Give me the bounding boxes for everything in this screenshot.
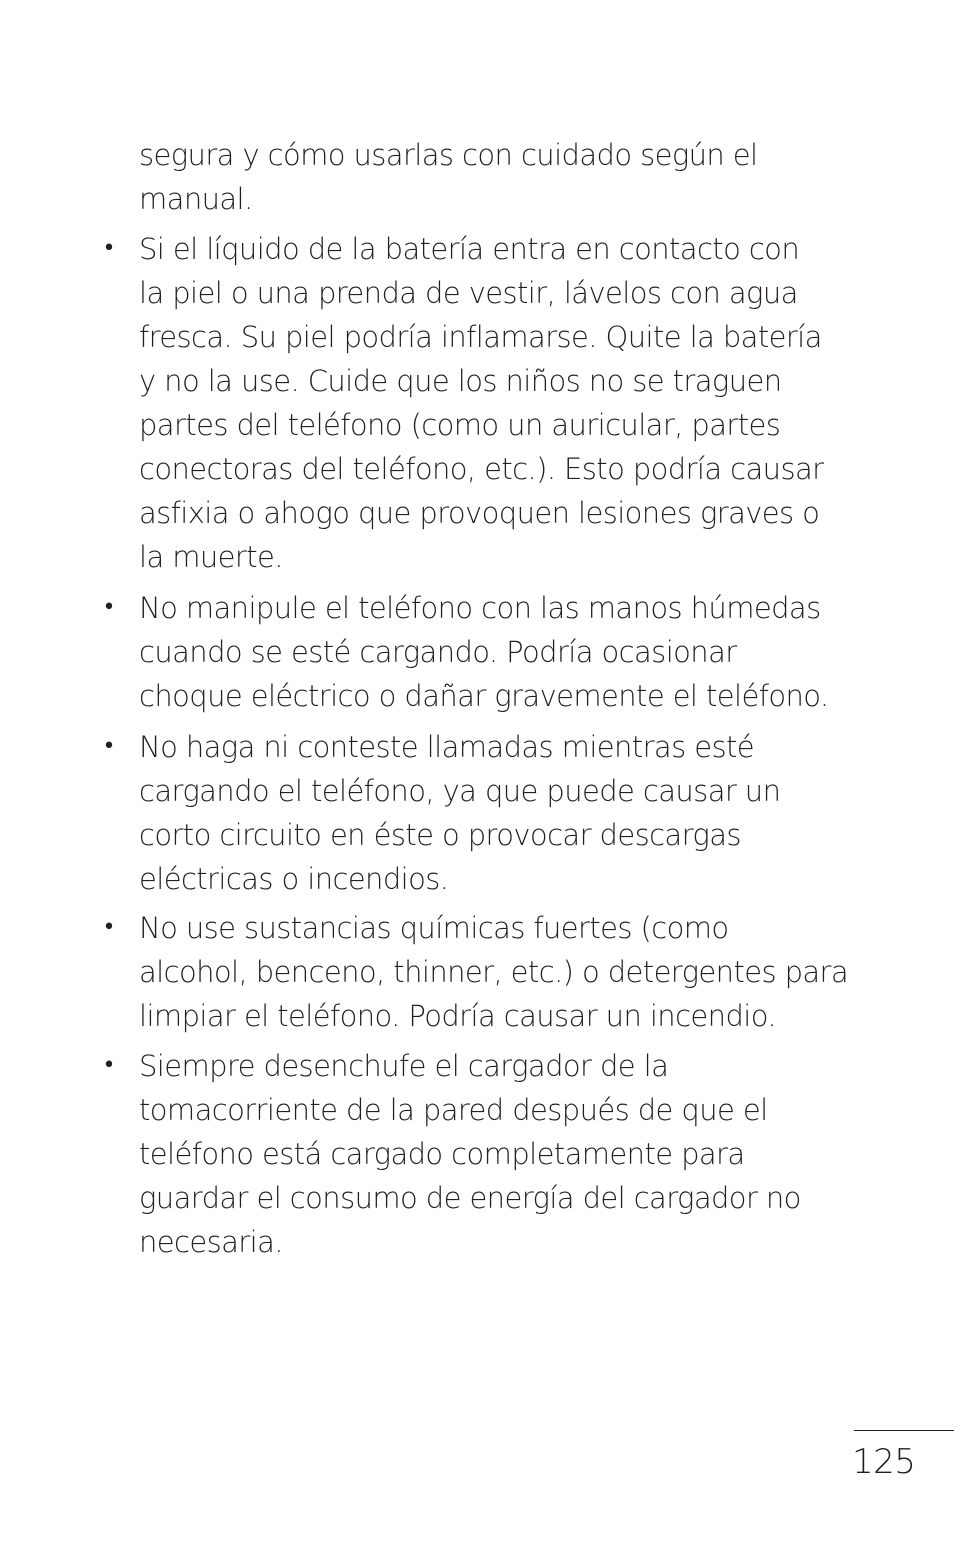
text-line: y no la use. Cuide que los niños no se traguen xyxy=(139,364,782,398)
bullet-icon: • xyxy=(102,236,116,261)
bullet-item-calls-while-charging xyxy=(102,725,919,901)
footer-divider xyxy=(854,1430,954,1431)
text-line: No use sustancias químicas fuertes (como xyxy=(139,911,729,945)
text-line: necesaria. xyxy=(139,1225,283,1259)
text-line: alcohol, benceno, thinner, etc.) o detergentes para xyxy=(139,955,849,989)
bullet-icon: • xyxy=(102,734,116,759)
text-line: eléctricas o incendios. xyxy=(139,862,449,896)
text-line: limpiar el teléfono. Podría causar un incendio. xyxy=(139,999,776,1033)
text-line: No haga ni conteste llamadas mientras esté xyxy=(139,730,754,764)
text-line: Siempre desenchufe el cargador de la xyxy=(139,1049,669,1083)
bullet-item-wet-hands xyxy=(102,586,919,718)
text-line: Si el líquido de la batería entra en contacto con xyxy=(139,232,800,266)
text-line: asfixia o ahogo que provoquen lesiones graves o xyxy=(139,496,820,530)
text-line: cargando el teléfono, ya que puede causar un xyxy=(139,774,781,808)
continued-paragraph xyxy=(139,133,919,221)
bullet-icon: • xyxy=(102,915,116,940)
bullet-item-chemicals xyxy=(102,906,919,1038)
text-line: la piel o una prenda de vestir, lávelos con agua xyxy=(139,276,798,310)
text-line: partes del teléfono (como un auricular, partes xyxy=(139,408,781,442)
text-line: manual. xyxy=(139,182,253,216)
text-line: la muerte. xyxy=(139,540,283,574)
bullet-item-battery-liquid xyxy=(102,227,919,579)
text-line: cuando se esté cargando. Podría ocasionar xyxy=(139,635,737,669)
bullet-icon: • xyxy=(102,1053,116,1078)
text-line: conectoras del teléfono, etc.). Esto podría causar xyxy=(139,452,824,486)
text-line: segura y cómo usarlas con cuidado según el xyxy=(139,138,758,172)
text-line: corto circuito en éste o provocar descargas xyxy=(139,818,741,852)
page-number: 125 xyxy=(852,1442,916,1482)
bullet-icon: • xyxy=(102,595,116,620)
bullet-item-unplug-charger xyxy=(102,1044,919,1264)
text-line: fresca. Su piel podría inflamarse. Quite la batería xyxy=(139,320,822,354)
text-line: No manipule el teléfono con las manos húmedas xyxy=(139,591,821,625)
text-line: guardar el consumo de energía del cargador no xyxy=(139,1181,801,1215)
text-line: tomacorriente de la pared después de que el xyxy=(139,1093,768,1127)
text-line: teléfono está cargado completamente para xyxy=(139,1137,745,1171)
text-line: choque eléctrico o dañar gravemente el teléfono. xyxy=(139,679,829,713)
